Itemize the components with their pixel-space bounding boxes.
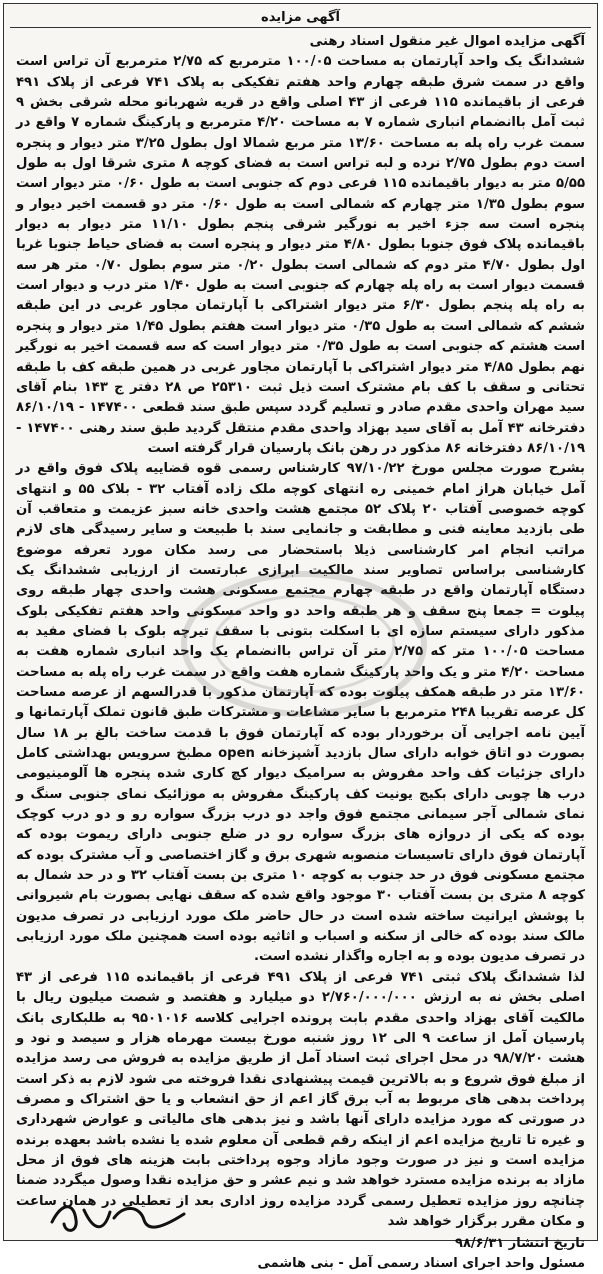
notice-header: آگهی مزایده [261, 10, 340, 25]
notice-page [3, 3, 598, 1272]
valuation-and-auction-terms: لذا ششدانگ پلاک ثبتی ۷۴۱ فرعی از پلاک ۴۹۱ فرعی از باقیمانده ۱۱۵ فرعی از ۴۳ اصلی بخش نه به ارزش ۲/۷۶۰/۰۰۰/۰۰۰ دو میلیارد و هفتصد و شصت میلیون ریال با مالکیت آقای بهزاد واحدی مقدم بابت پرونده اجرایی کلاسه ۹۵۰۱۰۱۶ به طلبکاری بانک پارسیان آمل از ساعت ۹ الی ۱۲ روز شنبه مورخ بیست مهرماه هزار و سیصد و نود و هشت ۹۸/۷/۲۰ در محل اجرای ثبت اسناد آمل از طریق مزایده به فروش می رسد مزایده از مبلغ فوق شروع و به بالاترین قیمت پیشنهادی نقدا فروخته می شود لازم به ذکر است پرداخت بدهی های مربوط به آب برق گاز اعم از حق انشعاب و یا حق اشتراک و مصرف در صورتی که مورد مزایده دارای آنها باشد و نیز بدهی های مالیاتی و عوارض شهرداری و غیره تا تاریخ مزایده اعم از اینکه رقم قطعی آن معلوم شده یا نشده باشد بعهده برنده مزایده است و نیز در صورت وجود مازاد وجوه پرداختی بابت هزینه های فوق از محل مازاد به برنده مزایده مسترد خواهد شد و نیم عشر و حق مزایده نقدا وصول میگردد ضمنا چنانچه روز مزایده تعطیل رسمی گردد مزایده روز اداری بعد از تعطیلی در همان ساعت و مکان مقرر برگزار خواهد شد [16, 969, 586, 1229]
expert-report: بشرح صورت مجلس مورخ ۹۷/۱۰/۲۲ کارشناس رسمی قوه قضاییه پلاک فوق واقع در آمل خیابان هراز امام خمینی ره انتهای کوچه ملک زاده آفتاب ۳۲ - بلاک ۵۵ و انتهای کوچه خصوصی آفتاب ۲۰ پلاک ۵۲ مجتمع هشت واحدی خانه سبز عزیمت و متعاقب آن طی بازدید معاینه فنی و مطابقت و جانمایی سند با طبیعت و سایر رسیدگی های لازم مراتب انجام امر کارشناسی ذیلا باستحضار می رسد مکان مورد تعرفه موضوع کارشناسی براساس تصاویر سند مالکیت ابرازی عبارتست از ارزیابی ششدانگ یک دستگاه آپارتمان واقع در طبقه چهارم مجتمع مسکونی هشت واحدی چهار طبقه روی پیلوت = جمعا پنج سقف و هر طبقه واحد دو واحد مسکونی واحد هفتم تفکیکی بلوک مذکور دارای سیستم سازه ای با اسکلت بتونی با سقف تیرچه بلوک با فضای مفید به مساحت ۱۰۰/۰۵ متر که ۲/۷۵ متر آن تراس باانضمام یک واحد انباری شماره هفت به مساحت ۴/۲۰ متر و یک واحد پارکینگ شماره هفت واقع در سمت غرب راه پله به مساحت ۱۳/۶۰ متر در طبقه همکف پیلوت بوده که آپارتمان مذکور با قدرالسهم از عرصه مساحت کل عرصه تقریبا ۲۴۸ مترمربع با سایر مشاعات و مشترکات طبق قانون تملک آپارتمانها و آیین نامه اجرایی آن برخوردار بوده که آپارتمان فوق با قدمت ساخت بالغ بر ۱۸ سال بصورت دو اتاق خوابه دارای سال بازدید آشپزخانه open مطبخ سرویس بهداشتی کامل دارای جزئیات کف واحد مفروش به سرامیک دیوار کچ کاری شده پنجره ها آلومینیومی درب ها چوبی دارای بکیج یونیت کف پارکینگ مفروش به موزائیک نمای جنوبی سنگ و نمای شمالی آجر سیمانی مجتمع فوق واجد دو درب بزرگ سواره رو و دو درب کوچک بوده که یکی از دروازه های بزرگ سواره رو در ضلع جنوبی دارای ریموت بوده که آپارتمان فوق دارای تاسیسات منصوبه شهری برق و گاز اختصاصی و آب مشترک بوده که مجتمع مسکونی فوق در حد جنوب به کوچه ۱۰ متری بن بست آفتاب ۳۲ و در حد شمال به کوچه ۸ متری بن بست آفتاب ۳۰ موجود واقع شده که سقف نهایی بصورت بام شیروانی با پوشش ایرانیت ساخته شده است در حال حاضر ملک مورد ارزیابی در تصرف مدیون مالک سند بوده که خالی از سکنه و اسباب و اثاثیه بوده است همچنین ملک مورد ارزیابی در تصرف مدیون بوده و به اجاره واگذار نشده است. [16, 461, 586, 965]
property-description: ششدانگ یک واحد آپارتمان به مساحت ۱۰۰/۰۵ مترمربع که ۲/۷۵ مترمربع آن تراس است واقع در سمت شرق طبقه چهارم واحد هفتم تفکیکی به پلاک ۷۴۱ فرعی از پلاک ۴۹۱ فرعی از باقیمانده ۱۱۵ فرعی از ۴۳ اصلی واقع در قریه شهربانو محله شرقی بخش ۹ ثبت آمل باانضمام انباری شماره ۷ به مساحت ۴/۲۰ مترمربع و پارکینگ شماره ۷ واقع در سمت غرب راه پله به مساحت ۱۳/۶۰ متر مربع شمالا اول بطول ۳/۲۵ متر دیوار و پنجره است دوم بطول ۲/۷۵ نرده و لبه تراس است به فضای کوچه ۸ متری شرقا اول به طول ۵/۵۵ متر به دیوار باقیمانده ۱۱۵ فرعی دوم که جنوبی است به طول ۰/۶۰ متر دیوار است سوم بطول ۱/۳۵ متر چهارم که شمالی است به طول ۰/۶۰ متر دو قسمت اخیر دیوار و پنجره است سه جزء اخیر به نورگیر شرقی پنجم بطول ۱۱/۱۰ متر دیوار به دیوار باقیمانده پلاک فوق جنوبا بطول ۴/۸۰ متر دیوار و پنجره است به فضای حیاط جنوبا غربا اول بطول ۴/۷۰ متر دوم که شمالی است بطول ۰/۲۰ متر سوم بطول ۰/۷۰ متر هر سه قسمت دیوار است به راه پله چهارم که جنوبی است به طول ۱/۴۰ متر درب و دیوار است به راه پله پنجم بطول ۶/۳۰ متر دیوار اشتراکی با آپارتمان مجاور غربی در این طبقه ششم که شمالی است به طول ۰/۳۵ متر دیوار است هفتم بطول ۱/۴۵ متر دیوار و پنجره است هشتم که جنوبی است به طول ۰/۳۵ متر دیوار است که سه قسمت اخیر به نورگیر نهم بطول ۴/۸۵ متر دیوار اشتراکی با آپارتمان مجاور غربی در همین طبقه کف با طبقه تحتانی و سقف با کف بام مشترک است ذیل ثبت ۲۵۳۱۰ ص ۲۸ دفتر ج ۱۴۳ بنام آقای سید مهران واحدی مقدم صادر و تسلیم گردد سپس طبق سند قطعی ۱۴۷۴۰۰ - ۸۶/۱۰/۱۹ دفترخانه ۴۳ آمل به آقای سید بهزاد واحدی مقدم منتقل گردید طبق سند رهنی ۱۴۷۴۰۰ - ۸۶/۱۰/۱۹ دفترخانه ۸۶ مذکور در رهن بانک پارسیان قرار گرفته است [16, 54, 586, 456]
issuer-line: مسئول واحد اجرای اسناد رسمی آمل - بنی هاشمی [257, 1256, 585, 1272]
notice-body [4, 32, 597, 1232]
handwritten-signature [44, 1192, 194, 1242]
notice-subtitle: آگهی مزایده اموال غیر منقول اسناد رهنی [309, 34, 585, 49]
header-divider [10, 27, 591, 28]
publish-date: تاریخ انتشار ۹۸/۶/۳۱ [455, 1236, 585, 1252]
